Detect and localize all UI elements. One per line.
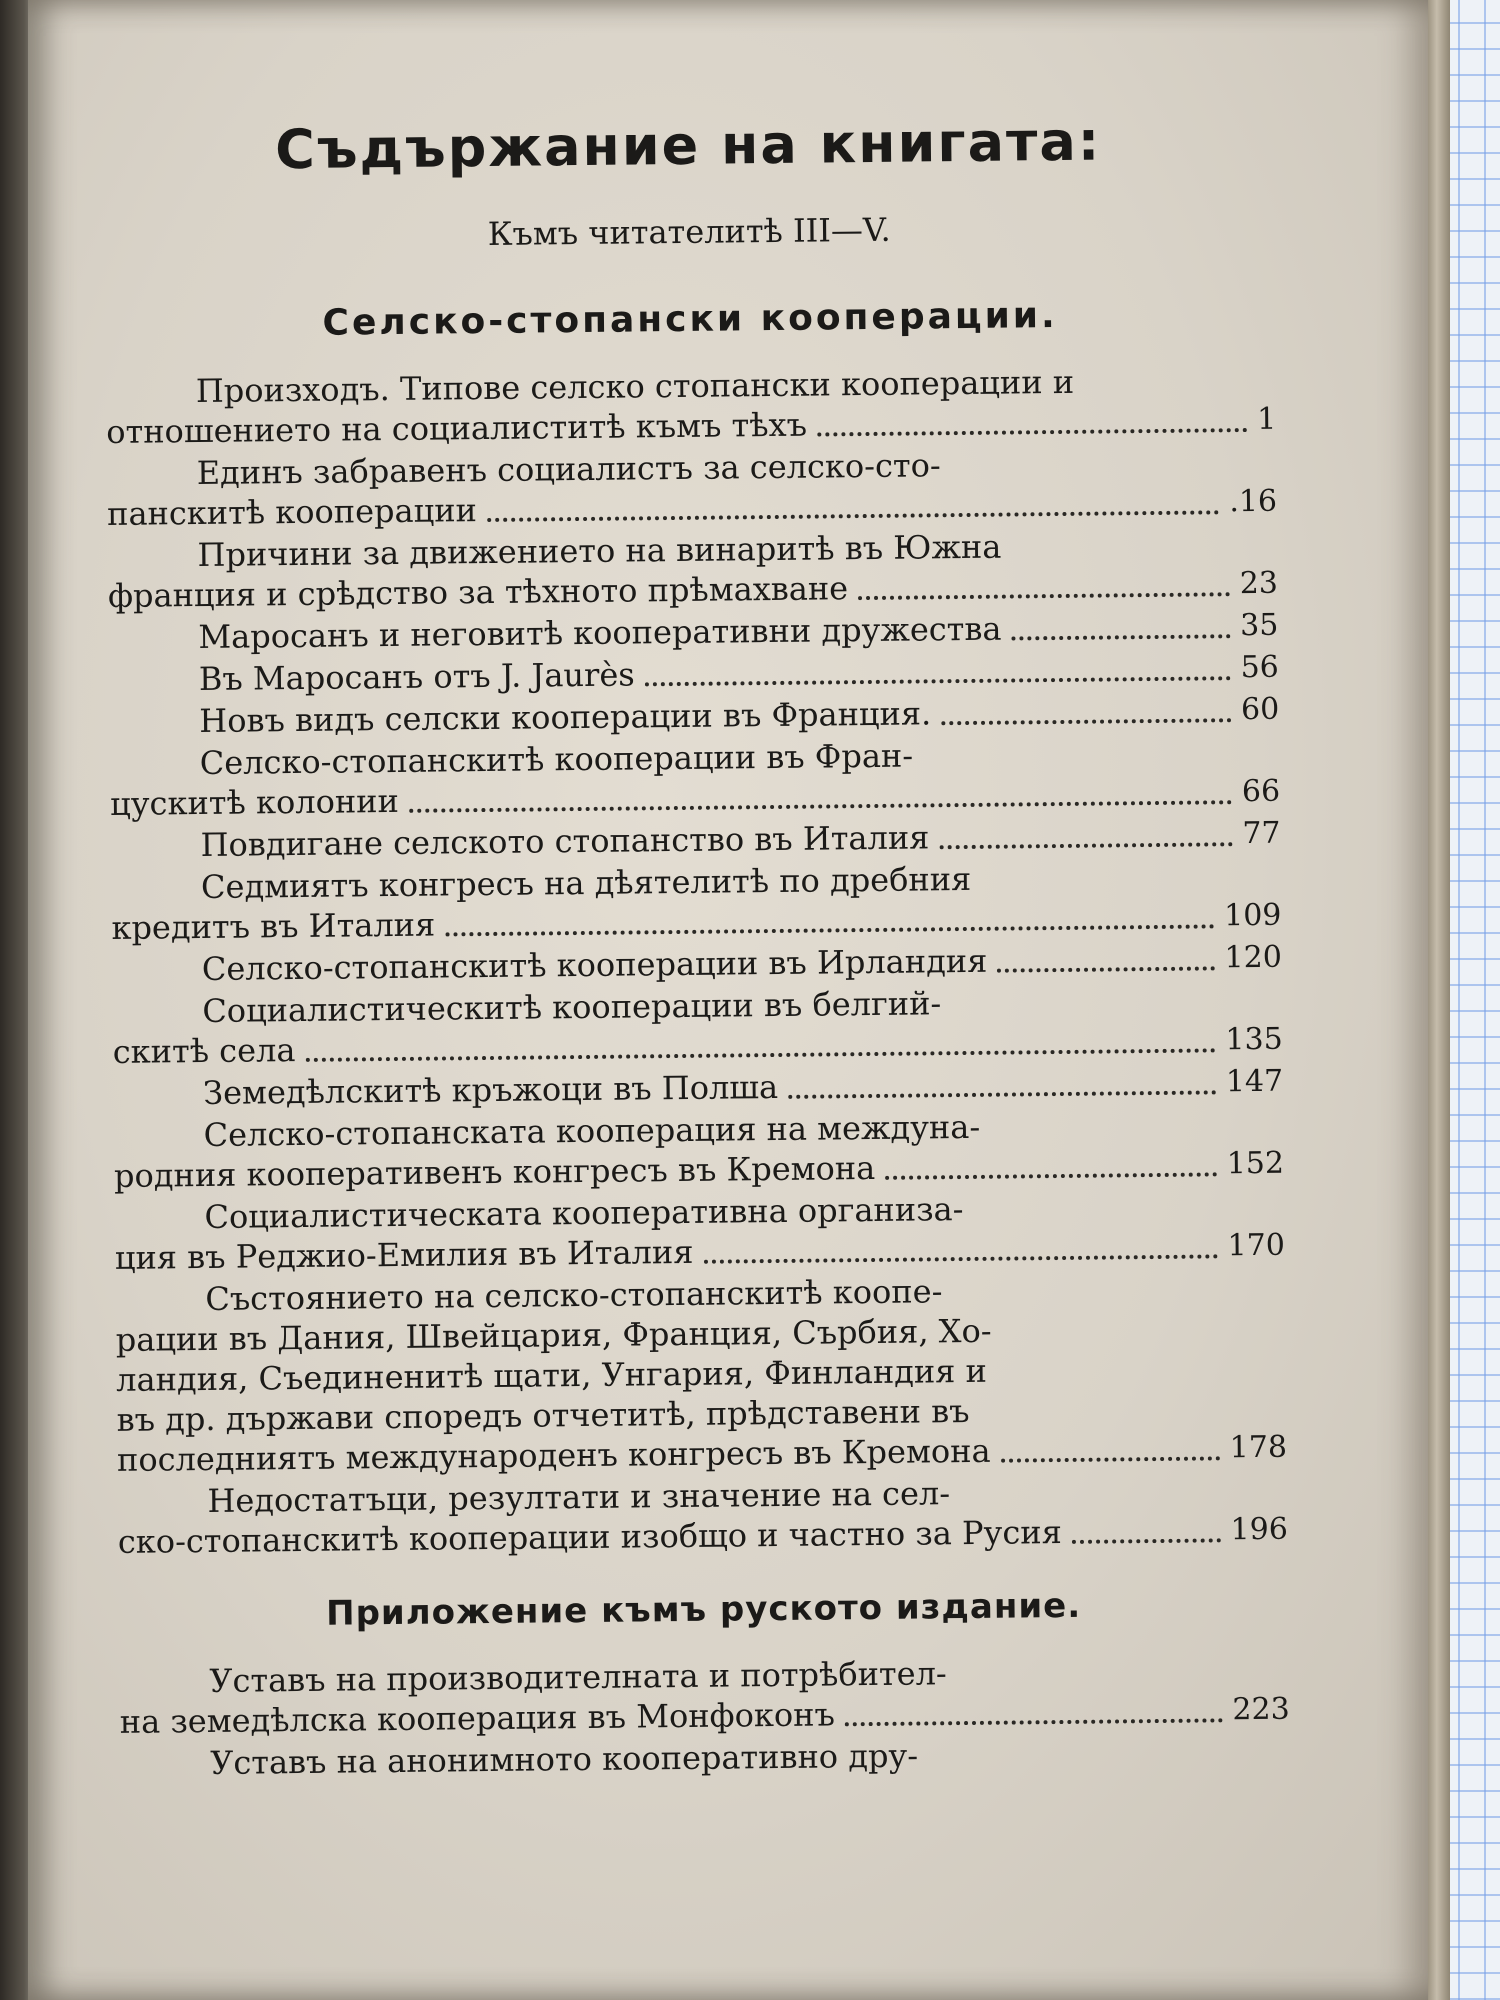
dot-leader bbox=[306, 1048, 1216, 1062]
page-number: 77 bbox=[1242, 815, 1281, 852]
page-number: 135 bbox=[1225, 1021, 1283, 1058]
toc-entry bbox=[119, 1650, 1290, 1742]
toc-entry bbox=[110, 732, 1281, 824]
entry-first-line: Социалистическата кооперативна организа- bbox=[204, 1190, 964, 1236]
entry-title: Земедѣлскитѣ кръжоци въ Полша bbox=[202, 1067, 779, 1113]
entry-first-line: Уставъ на производителната и потрѣбител- bbox=[209, 1654, 947, 1700]
page-number: 178 bbox=[1229, 1429, 1288, 1466]
entry-first-line: Причини за движението на винаритѣ въ Южна bbox=[197, 527, 1002, 575]
entry-middle-line: въ др. държави споредъ отчетитѣ, прѣдставени въ bbox=[116, 1391, 970, 1439]
dot-leader bbox=[645, 676, 1231, 686]
page-number: 35 bbox=[1239, 607, 1279, 644]
page-title: Съдържание на книгата: bbox=[274, 109, 1102, 182]
dot-leader bbox=[939, 842, 1232, 849]
entry-first-line: Състоянието на селско-стопанскитѣ коопе- bbox=[205, 1272, 943, 1318]
entry-last-line: кредитъ въ Италия bbox=[111, 905, 436, 947]
page-number: 23 bbox=[1239, 565, 1279, 602]
readers-line: Къмъ читателитѣ III—V. bbox=[487, 210, 891, 253]
toc-entry bbox=[112, 980, 1283, 1072]
page-number: 56 bbox=[1240, 649, 1279, 686]
page-number: .16 bbox=[1229, 483, 1278, 520]
entry-last-line: цускитѣ колонии bbox=[109, 781, 400, 823]
entry-first-line: Селско-стопанскитѣ кооперации въ Фран- bbox=[199, 736, 914, 783]
section-heading-cooperatives: Селско-стопански кооперации. bbox=[322, 295, 1058, 344]
page-number: 60 bbox=[1240, 691, 1280, 728]
entry-last-line: ско-стопанскитѣ кооперации изобщо и частно за Русия bbox=[117, 1513, 1062, 1561]
toc-entry bbox=[111, 856, 1282, 948]
dot-leader bbox=[409, 800, 1232, 813]
entry-last-line: последниятъ международенъ конгресъ въ Кремона bbox=[116, 1431, 991, 1479]
entry-title: Въ Маросанъ отъ J. Jaurès bbox=[198, 655, 635, 699]
dot-leader bbox=[445, 924, 1214, 936]
section-heading-appendix: Приложение къмъ руското издание. bbox=[325, 1585, 1082, 1634]
toc-entry bbox=[106, 442, 1277, 534]
page-number: 66 bbox=[1241, 773, 1281, 810]
dot-leader bbox=[1001, 1456, 1220, 1462]
dot-leader bbox=[703, 1254, 1217, 1263]
page-number: 170 bbox=[1227, 1227, 1286, 1264]
toc-entry bbox=[115, 1268, 1287, 1480]
toc-entry bbox=[114, 1186, 1285, 1278]
entry-first-line: Уставъ на анонимното кооперативно дру- bbox=[210, 1736, 919, 1782]
dot-leader bbox=[1072, 1538, 1221, 1544]
page-number: 196 bbox=[1230, 1511, 1289, 1548]
toc-entry bbox=[107, 524, 1278, 616]
dot-leader bbox=[885, 1172, 1217, 1179]
page-number: 120 bbox=[1224, 939, 1283, 976]
entry-last-line: скитѣ села bbox=[112, 1031, 296, 1071]
page-number: 147 bbox=[1225, 1063, 1284, 1100]
entry-middle-line: рации въ Дания, Швейцария, Франция, Сърбия, Хо- bbox=[115, 1311, 992, 1359]
page-number: 223 bbox=[1232, 1691, 1290, 1728]
entry-first-line: Недостатъци, резултати и значение на сел- bbox=[207, 1474, 951, 1520]
dot-leader bbox=[487, 510, 1220, 522]
dot-leader bbox=[845, 1718, 1223, 1726]
entry-middle-line: ландия, Съединенитѣ щати, Унгария, Финландия и bbox=[115, 1351, 988, 1399]
entry-first-line: Произходъ. Типове селско стопански кооперации и bbox=[195, 362, 1075, 411]
toc-entry bbox=[117, 1470, 1288, 1562]
dot-leader bbox=[997, 966, 1214, 972]
dot-leader bbox=[788, 1090, 1216, 1098]
dot-leader bbox=[817, 428, 1247, 437]
entry-last-line: на земедѣлска кооперация въ Монфоконъ bbox=[119, 1695, 836, 1741]
dot-leader bbox=[1012, 634, 1231, 640]
entry-title: Новъ видъ селски кооперации въ Франция. bbox=[199, 694, 932, 741]
table-of-contents bbox=[103, 108, 1290, 1786]
entry-title: Повдигане селското стопанство въ Италия bbox=[200, 818, 930, 865]
entry-last-line: отношението на социалиститѣ къмъ тѣхъ bbox=[106, 405, 808, 451]
entry-first-line: Седмиятъ конгресъ на дѣятелитѣ по дребния bbox=[200, 859, 972, 907]
entry-last-line: родния кооперативенъ конгресъ въ Кремона bbox=[113, 1148, 876, 1195]
page-number: 1 bbox=[1256, 401, 1277, 437]
entry-last-line: франция и срѣдство за тѣхното прѣмахване bbox=[107, 569, 849, 615]
entry-last-line: ция въ Реджио-Емилия въ Италия bbox=[114, 1232, 694, 1277]
entry-first-line: Социалистическитѣ кооперации въ белгий- bbox=[202, 984, 942, 1031]
entry-title: Селско-стопанскитѣ кооперации въ Ирландия bbox=[201, 941, 988, 989]
book-page bbox=[28, 0, 1428, 2000]
entry-last-line: панскитѣ кооперации bbox=[106, 491, 478, 533]
page-stack-edge bbox=[1428, 0, 1450, 2000]
dot-leader bbox=[941, 718, 1231, 725]
toc-entry bbox=[113, 1104, 1284, 1196]
toc-entry bbox=[106, 360, 1277, 452]
dot-leader bbox=[858, 592, 1230, 600]
page-number: 109 bbox=[1223, 897, 1282, 934]
page-number: 152 bbox=[1226, 1145, 1285, 1182]
entry-first-line: Единъ забравенъ социалистъ за селско-сто- bbox=[196, 446, 941, 493]
entry-title: Маросанъ и неговитѣ кооперативни дружества bbox=[198, 609, 1002, 657]
entry-first-line: Селско-стопанската кооперация на междуна- bbox=[203, 1107, 981, 1155]
